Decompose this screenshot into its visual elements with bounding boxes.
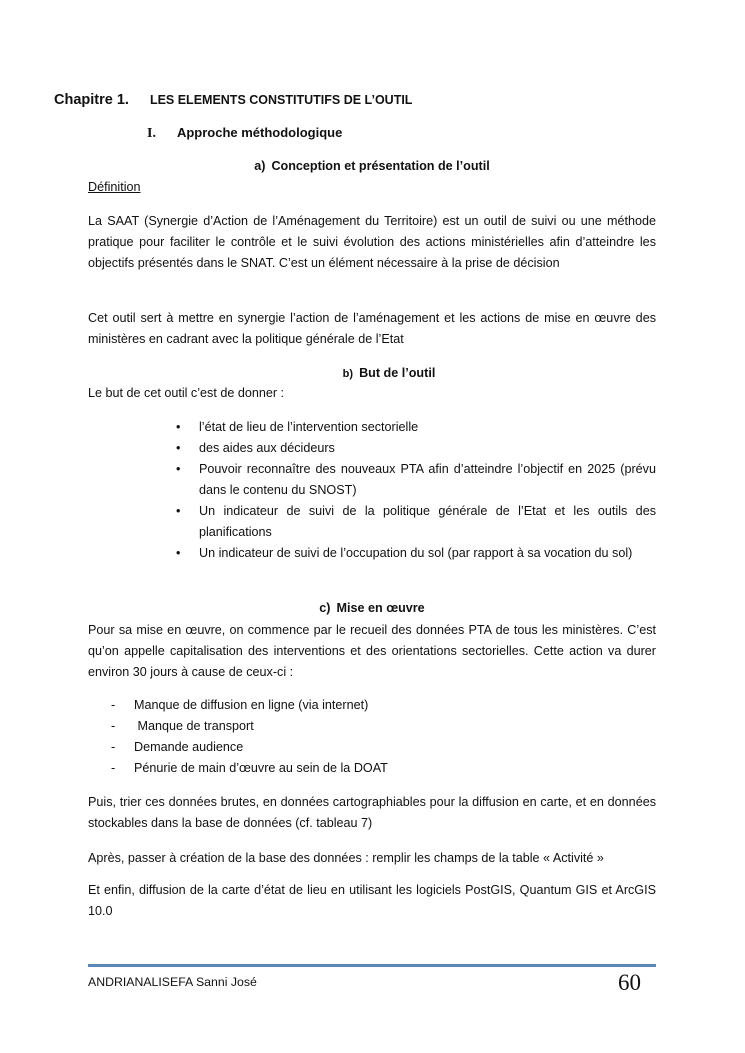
- dash-icon: -: [111, 719, 116, 733]
- paragraph-puis: Puis, trier ces données brutes, en données cartographiables pour la diffusion en carte, et en données stockables dans la base de données (cf. tableau 7): [88, 795, 656, 830]
- list-item: - Demande audience: [111, 737, 656, 758]
- section-heading: [147, 125, 342, 142]
- paragraph-saat: La SAAT (Synergie d’Action de l’Aménagement du Territoire) est un outil de suivi ou une méthode pratique pour faciliter le contrôle et le suivi évolution des actions ministérielles afin d’atteindre les objectifs présentés dans le SNAT. C’est un élément nécessaire à la prise de décision: [88, 214, 656, 270]
- subsection-a-marker: a): [254, 159, 266, 173]
- but-list: [176, 417, 656, 564]
- subsection-c-marker: c): [319, 601, 331, 615]
- chapter-heading: [54, 92, 412, 108]
- dash-icon: -: [111, 698, 116, 712]
- subsection-b-title: But de l’outil: [359, 366, 436, 380]
- list-item: - Manque de transport: [111, 716, 656, 737]
- bullet-icon: •: [176, 504, 181, 518]
- subsection-c-title: Mise en œuvre: [336, 601, 425, 615]
- list-item: • Pouvoir reconnaître des nouveaux PTA afin d’atteindre l’objectif en 2025 (prévu dans le contenu du SNOST): [176, 459, 656, 501]
- list-item: - Pénurie de main d’œuvre au sein de la DOAT: [111, 758, 656, 779]
- footer-rule: [88, 964, 656, 967]
- but-intro: Le but de cet outil c’est de donner :: [88, 386, 285, 400]
- paragraph-mise-en-oeuvre: Pour sa mise en œuvre, on commence par le recueil des données PTA de tous les ministères. C’est qu’on appelle capitalisation des interventions et des orientations sectorielles. Cette action va durer environ 30 jours à cause de ceux-ci :: [88, 623, 656, 679]
- chapter-title: LES ELEMENTS CONSTITUTIFS DE L’OUTIL: [149, 93, 413, 107]
- list-item: • l’état de lieu de l’intervention sectorielle: [176, 417, 656, 438]
- page-number: 60: [618, 970, 641, 995]
- definition-label: Définition: [88, 180, 141, 194]
- list-item: - Manque de diffusion en ligne (via internet): [111, 695, 656, 716]
- chapter-number: Chapitre 1.: [54, 92, 129, 108]
- bullet-icon: •: [176, 441, 181, 455]
- subsection-a-heading: [88, 159, 656, 173]
- bullet-icon: •: [176, 420, 181, 434]
- section-numeral: I.: [147, 126, 156, 141]
- footer-author: ANDRIANALISEFA Sanni José: [88, 975, 257, 989]
- paragraph-apres: Après, passer à création de la base des données : remplir les champs de la table « Activité »: [88, 851, 604, 865]
- dash-icon: -: [111, 740, 116, 754]
- subsection-c-heading: [88, 601, 656, 615]
- paragraph-synergie: Cet outil sert à mettre en synergie l’action de l’aménagement et les actions de mise en œuvre des ministères en cadrant avec la politique générale de l’Etat: [88, 311, 656, 346]
- list-item: • des aides aux décideurs: [176, 438, 656, 459]
- bullet-icon: •: [176, 546, 181, 560]
- subsection-b-heading: [88, 366, 656, 380]
- section-title: Approche méthodologique: [176, 125, 343, 140]
- list-item: • Un indicateur de suivi de la politique générale de l’Etat et les outils des planifications: [176, 501, 656, 543]
- bullet-icon: •: [176, 462, 181, 476]
- list-item: • Un indicateur de suivi de l’occupation du sol (par rapport à sa vocation du sol): [176, 543, 656, 564]
- subsection-b-marker: b): [342, 368, 354, 380]
- paragraph-enfin: Et enfin, diffusion de la carte d’état de lieu en utilisant les logiciels PostGIS, Quantum GIS et ArcGIS 10.0: [88, 883, 656, 918]
- constraints-list: [111, 695, 656, 779]
- subsection-a-title: Conception et présentation de l’outil: [271, 159, 490, 173]
- dash-icon: -: [111, 761, 116, 775]
